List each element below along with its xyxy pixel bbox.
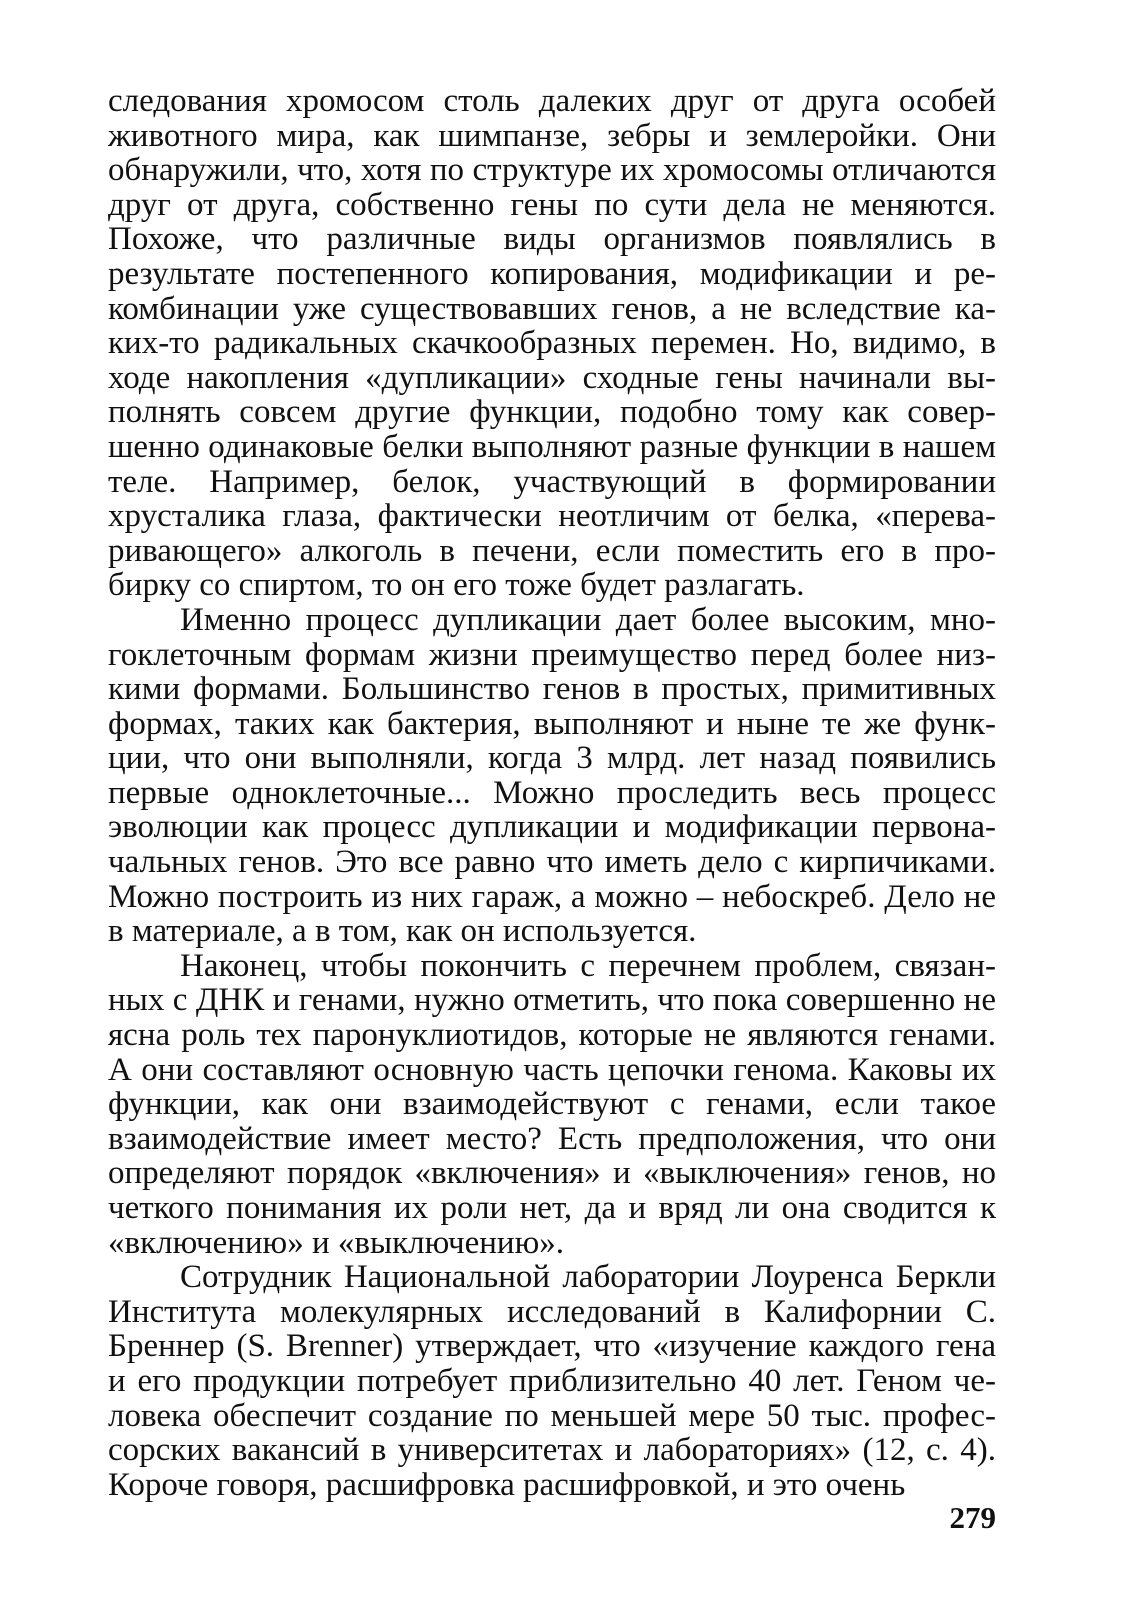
page-body [108, 84, 996, 1502]
paragraph-1: следования хромосом столь далеких друг от друга особей животного мира, как шимпанзе, зебры и землеройки. Они обнаружили, что, хотя по структуре их хромосомы отличаются друг от друга, собственно гены по сути дела не меняются. Похоже, что различные виды организмов появлялись в результате постепенного копирования, модификации и рекомбинации уже существовавших генов, а не вследствие каких-то радикальных скачкообразных перемен. Но, видимо, в ходе накопления «дупликации» сходные гены начинали выполнять совсем другие функции, подобно тому как совершенно одинаковые белки выполняют разные функции в нашем теле. Например, белок, участвующий в формировании хрусталика глаза, фактически неотличим от белка, «переваривающего» алкоголь в печени, если поместить его в пробирку со спиртом, то он его тоже будет разлагать. [108, 83, 996, 604]
paragraph-2: Именно процесс дупликации дает более высоким, многоклеточным формам жизни преимущество перед более низкими формами. Большинство генов в простых, примитивных формах, таких как бактерия, выполняют и ныне те же функции, что они выполняли, когда 3 млрд. лет назад появились первые одноклеточные... Можно проследить весь процесс эволюции как процесс дупликации и модификации первоначальных генов. Это все равно что иметь дело с кирпичиками. Можно построить из них гараж, а можно – небоскреб. Дело не в материале, а в том, как он используется. [108, 601, 996, 950]
page-number: 279 [949, 1500, 996, 1535]
paragraph-4: Сотрудник Национальной лаборатории Лоуренса Беркли Института молекулярных исследований в Калифорнии С. Бреннер (S. Brenner) утверждает, что «изучение каждого гена и его продукции потребует приблизительно 40 лет. Геном человека обеспечит создание по меньшей мере 50 тыс. профессорских вакансий в университетах и лабораториях» (12, с. 4). Короче говоря, расшифровка расшифровкой, и это очень [108, 1259, 996, 1503]
paragraph-3: Наконец, чтобы покончить с перечнем проблем, связанных с ДНК и генами, нужно отметить, что пока совершенно не ясна роль тех паронуклиотидов, которые не являются генами. А они составляют основную часть цепочки генома. Каковы их функции, как они взаимодействуют с генами, если такое взаимодействие имеет место? Есть предположения, что они определяют порядок «включения» и «выключения» генов, но четкого понимания их роли нет, да и вряд ли она сводится к «включению» и «выключению». [108, 947, 996, 1261]
